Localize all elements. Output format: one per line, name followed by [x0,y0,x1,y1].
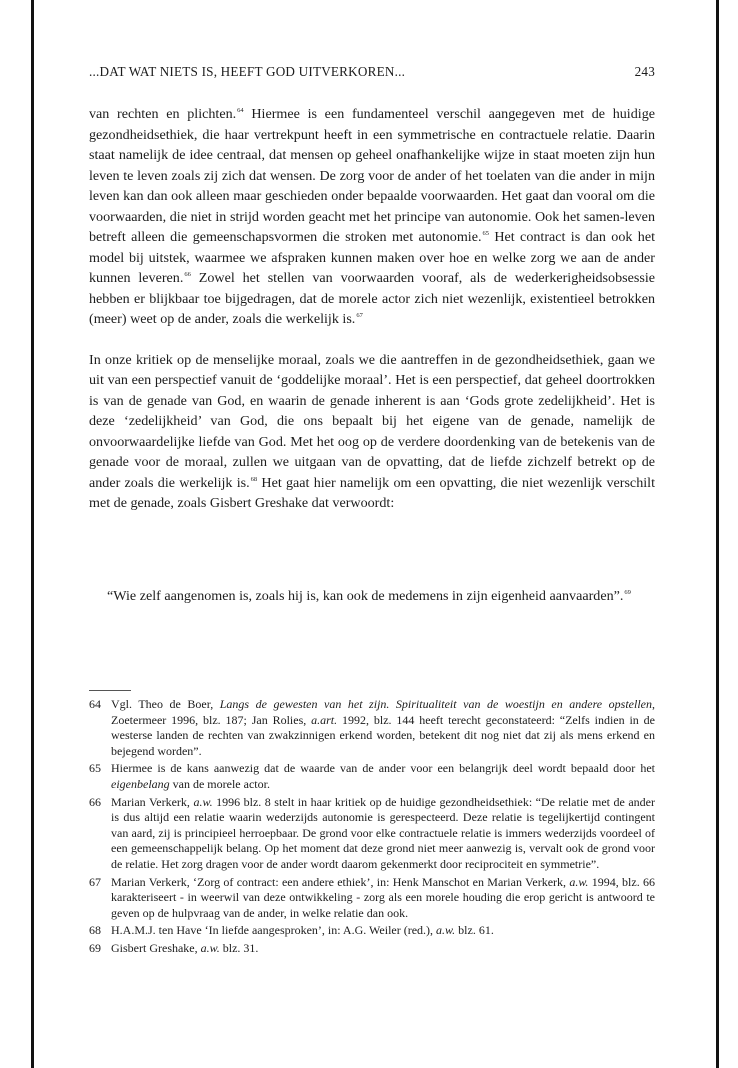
footnote-66: 66 Marian Verkerk, a.w. 1996 blz. 8 stelt in haar kritiek op de huidige gezondheidsethiek: “De relatie met de ander is dus altijd een relatie waarin wederzijds autonomie is gerespecteerd. Deze relatie is tegelijkertijd contingent van aard, zij is principieel herroepbaar. De grond voor elke contractuele relatie is immers wederzijds voordeel of een gemeenschappelijk belang. Op het moment dat deze grond niet meer aanwezig is, vervalt ook de grond voor de relatie. Het zorg dragen voor de ander wordt daarom gekenmerkt door reciprociteit en symmetrie”. [89,794,655,871]
footnote-ref-68: 68 [250,475,258,483]
footnote-ref-66: 66 [184,271,191,278]
footnote-ref-64: 64 [237,107,244,114]
paragraph-1: van rechten en plichten.$^{64}$ Hiermee is een fundamenteel verschil aangegeven met de huidige gezondheidsethiek, die haar vertrekpunt heeft in een symmetrische en contractuele relatie. Daarin staat namelijk de idee centraal, dat mensen op geheel onafhankelijke wijze in staat moeten zijn hun leven te leven zoals zij zich dat wensen. De zorg voor de ander of het toelaten van die ander in mijn leven kan dan ook alleen maar geschieden onder bepaalde voorwaarden. Het gaat dan vooral om die voorwaarden, die niet in strijd worden geacht met het principe van autonomie. Ook het samen-leven betreft alleen die gemeenschapsvormen die stroken met autonomie.$^{65}$ Het contract is dan ook het model bij uitstek, waarmee we afspraken kunnen maken over hoe en welke zorg we aan de ander kunnen leveren.$^{66}$ Zowel het stellen van voorwaarden vooraf, als de wederkerigheidsobsessie hebben er blijkbaar toe bijgedragen, dat de morele actor zich niet wezenlijk, existentieel betrokken (meer) weet op de ander, zoals die werkelijk is.$^{67}$ [89,106,656,327]
footnote-ref-69: 69 [624,589,631,596]
footnote-ref-67: 67 [356,312,363,319]
scan-left-border [31,0,34,1068]
footnotes [89,697,655,959]
footnote-67: 67 Marian Verkerk, ‘Zorg of contract: een andere ethiek’, in: Henk Manschot en Marian Verkerk, a.w. 1994, blz. 66 karakteriseert - in weerwil van deze ontwikkeling - zorg als een morele houding die erop gericht is antwoord te geven op de hulpvraag van de ander, in welke relatie dan ook. [89,874,655,920]
paragraph-2: In onze kritiek op de menselijke moraal, zoals we die aantreffen in de gezondheidsethiek, gaan we uit van een perspectief vanuit de ‘goddelijke moraal’. Het is een perspectief, dat geheel doortrokken is van de genade van God, en waarin de genade inherent is aan ‘Gods grote zedelijkheid’. Het is deze ‘zedelijkheid’ van God, die ons bepaalt bij het eigene van de genade, namelijk de onvoorwaardelijke liefde van God. Met het oog op de verdere doordenking van de betekenis van de genade voor de moraal, zullen we uitgaan van de opvatting, dat de liefde zichzelf betrekt op de ander zoals die werkelijk is.$^{68}$ Het gaat hier namelijk om een opvatting, die niet wezenlijk verschilt met de genade, zoals Gisbert Greshake dat verwoordt: [89,351,655,511]
footnote-ref-65: 65 [482,230,489,237]
scan-right-border [716,0,719,1068]
page-header [89,64,655,80]
running-title: ...DAT WAT NIETS IS, HEEFT GOD UITVERKOREN... [89,64,406,79]
footnote-64: 64 Vgl. Theo de Boer, Langs de gewesten van het zijn. Spiritualiteit van de woestijn en andere opstellen, Zoetermeer 1996, blz. 187; Jan Rolies, a.art. 1992, blz. 144 heeft terecht geconstateerd: “Zelfs indien in de westerse landen de rechten van zwakzinnigen erkend worden, betekent dit nog niet dat zij als mens erkend en bejegend worden”. [89,697,655,758]
footnote-divider [89,690,131,691]
footnote-68: 68 H.A.M.J. ten Have ‘In liefde aangesproken’, in: A.G. Weiler (red.), a.w. blz. 61. [89,923,494,938]
block-quote: “Wie zelf aangenomen is, zoals hij is, kan ook de medemens in zijn eigenheid aanvaarden”.$^{69}$ [107,588,631,604]
main-text [89,104,655,514]
page-number: 243 [634,64,655,79]
footnote-65: 65 Hiermee is de kans aanwezig dat de waarde van de ander voor een belangrijk deel wordt bepaald door het eigenbelang van de morele actor. [89,761,655,791]
footnote-69: 69 Gisbert Greshake, a.w. blz. 31. [89,940,259,955]
